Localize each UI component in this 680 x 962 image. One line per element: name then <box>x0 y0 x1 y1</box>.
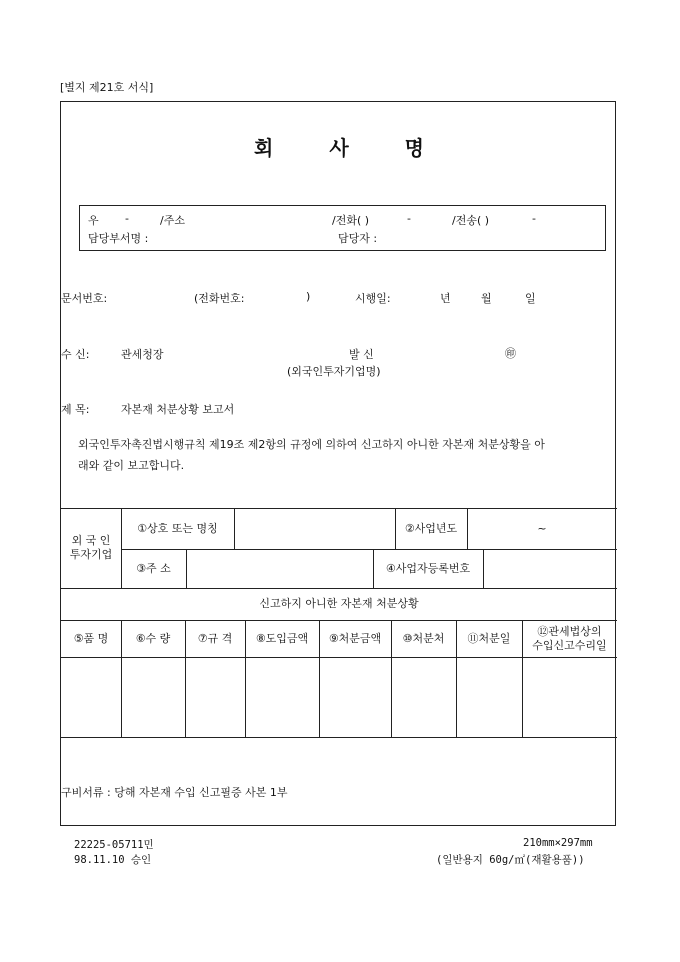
divider <box>61 737 617 738</box>
subject-label: 제 목: <box>61 403 90 416</box>
fax-dash: - <box>532 212 536 225</box>
column-header <box>522 620 617 657</box>
table-cell[interactable] <box>245 657 319 737</box>
doc-phone-label: (전화번호: <box>194 292 245 305</box>
field-registration-number-label: ④사업자등록번호 <box>385 561 471 575</box>
page-title <box>61 132 617 161</box>
sender-label: 발 신 <box>349 348 374 361</box>
section-title: 신고하지 아니한 자본재 처분상황 <box>259 597 419 610</box>
doc-phone-close: ) <box>306 290 311 303</box>
doc-number-label: 문서번호: <box>61 292 108 305</box>
column-header: ⑦규 격 <box>197 631 233 645</box>
postcode-dash: - <box>125 212 129 225</box>
fax-label: /전송( ) <box>452 214 490 227</box>
field-company-name-label: ①상호 또는 명칭 <box>137 521 218 535</box>
day-label: 일 <box>525 292 536 305</box>
column-header: ⑤품 명 <box>73 631 109 645</box>
company-label-line2: 투자기업 <box>69 548 113 561</box>
phone-dash: - <box>407 212 411 225</box>
column-header: ⑥수 량 <box>135 631 171 645</box>
subject-value: 자본재 처분상황 보고서 <box>121 403 235 416</box>
business-year-input[interactable]: ~ <box>537 521 547 535</box>
table-cell[interactable] <box>185 657 245 737</box>
column-header: ⑨처분금액 <box>328 631 382 645</box>
title-char: 명 <box>404 136 424 160</box>
field-business-year-label: ②사업년도 <box>404 521 458 535</box>
department-label: 담당부서명 : <box>88 232 149 245</box>
column-header: ⑧도입금액 <box>255 631 309 645</box>
table-cell[interactable] <box>522 657 617 737</box>
title-char: 회 <box>254 136 274 160</box>
company-label-line1: 외 국 인 <box>71 534 111 547</box>
month-label: 월 <box>481 292 492 305</box>
address-label: /주소 <box>160 214 185 227</box>
table-cell[interactable] <box>391 657 456 737</box>
field-address-label: ③주 소 <box>136 561 171 575</box>
effective-date-label: 시행일: <box>355 292 391 305</box>
footer-approval: 98.11.10 승인 <box>74 854 152 866</box>
company-label <box>61 508 121 588</box>
recipient-value: 관세청장 <box>121 348 164 361</box>
phone-label: /전화( ) <box>332 214 370 227</box>
postcode-label: 우 <box>88 214 99 227</box>
company-address-input[interactable] <box>186 549 373 588</box>
footer-paper-size: 210mm×297mm <box>523 837 593 849</box>
table-cell[interactable] <box>61 657 121 737</box>
address-box <box>79 205 606 251</box>
column-header: ⑪처분일 <box>467 631 511 645</box>
sender-company: (외국인투자기업명) <box>287 365 381 378</box>
table-cell[interactable] <box>456 657 522 737</box>
recipient-label: 수 신: <box>61 348 90 361</box>
title-char: 사 <box>329 136 349 160</box>
column-header-line2: 수입신고수리일 <box>532 638 607 652</box>
company-name-input[interactable] <box>234 508 395 549</box>
form-number: [별지 제21호 서식] <box>60 81 154 94</box>
body-text-line1: 외국인투자촉진법시행규칙 제19조 제2항의 규정에 의하여 신고하지 아니한 자본재 처분상황을 아 <box>78 438 545 451</box>
registration-number-input[interactable] <box>483 549 617 588</box>
footer-paper-type: (일반용지 60g/㎡(재활용품)) <box>436 854 585 866</box>
table-cell[interactable] <box>319 657 391 737</box>
seal-icon: ㊞ <box>505 347 516 360</box>
footer-form-code: 22225-05711민 <box>74 839 154 851</box>
attachments-note: 구비서류 : 당해 자본재 수입 신고필증 사본 1부 <box>61 786 288 799</box>
person-label: 담당자 : <box>338 232 378 245</box>
body-text-line2: 래와 같이 보고합니다. <box>78 459 185 472</box>
column-header-line1: ⑫관세법상의 <box>537 624 602 638</box>
form-frame <box>60 101 616 826</box>
column-header: ⑩처분처 <box>402 631 445 645</box>
year-label: 년 <box>440 292 451 305</box>
table-cell[interactable] <box>121 657 185 737</box>
